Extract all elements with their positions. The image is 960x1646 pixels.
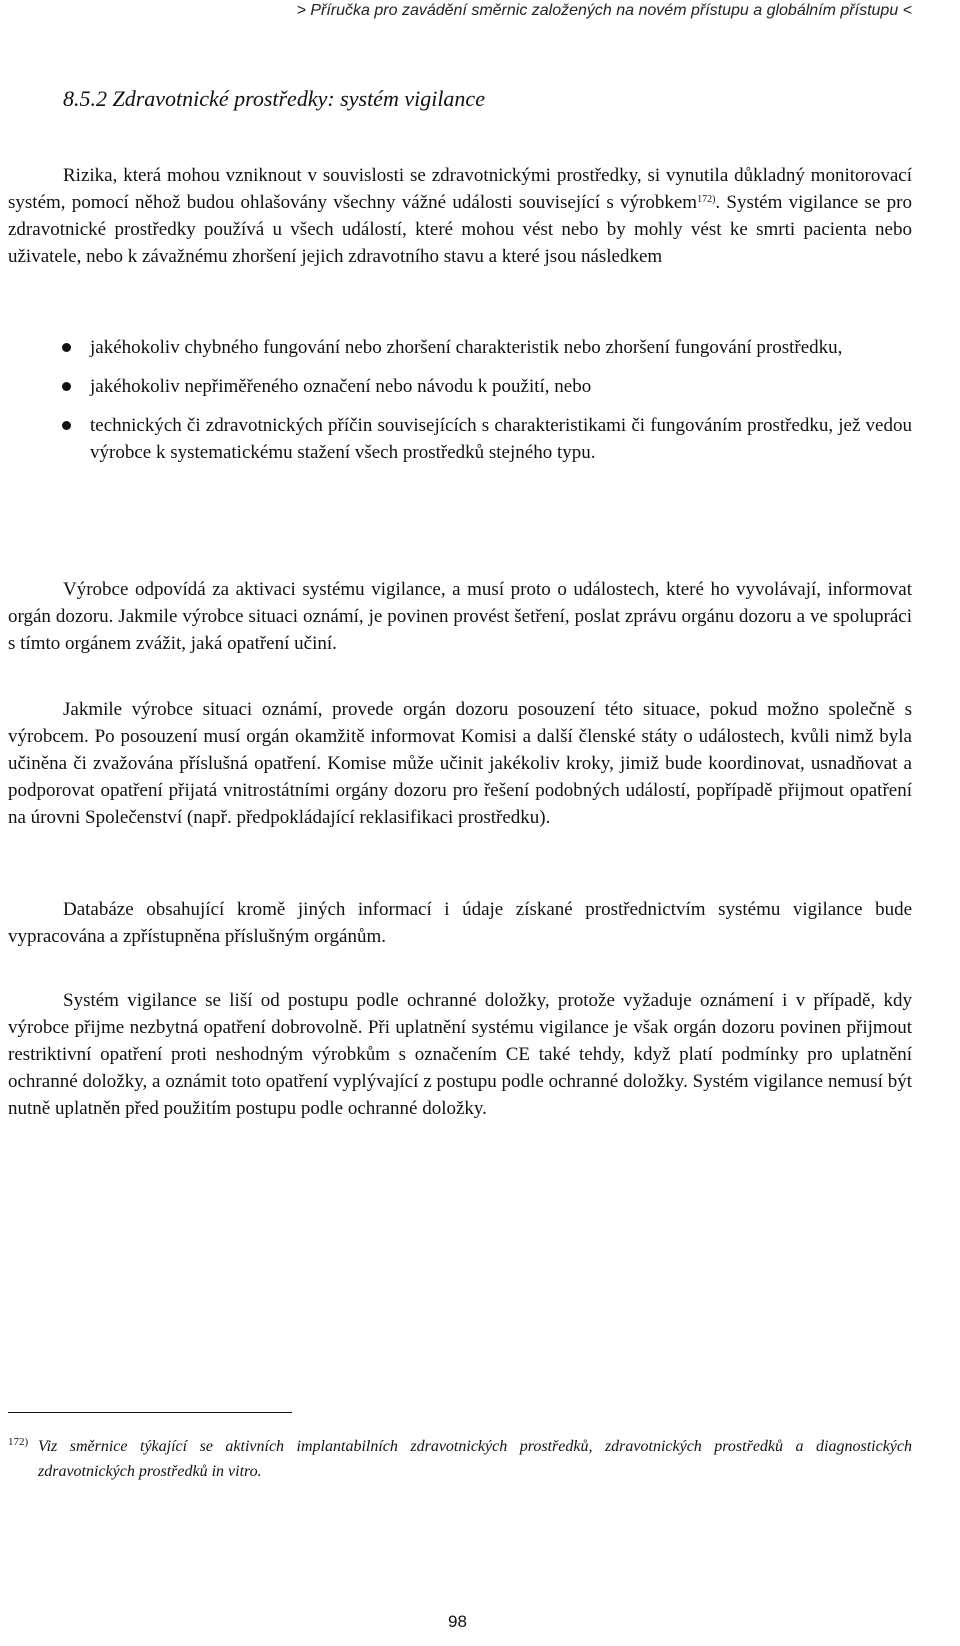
bullet-list xyxy=(8,334,912,478)
paragraph-intro-text: Rizika, která mohou vzniknout v souvislosti se zdravotnickými prostředky, si vynutila důkladný monitorovací systém, pomocí něhož budou ohlašovány všechny vážné události související s výrobkem xyxy=(8,165,912,213)
bullet-icon xyxy=(62,343,71,352)
footnote-reference: 172) xyxy=(697,194,716,205)
footnote xyxy=(8,1434,912,1484)
paragraph-manufacturer-duty: Výrobce odpovídá za aktivaci systému vigilance, a musí proto o událostech, které ho vyvolávají, informovat orgán dozoru. Jakmile výrobce situaci oznámí, je povinen provést šetření, poslat zprávu orgánu dozoru a ve spolupráci s tímto orgánem zvážit, jaká opatření učiní. xyxy=(8,579,912,654)
bullet-icon xyxy=(62,421,71,430)
footnote-mark: 172) xyxy=(8,1436,29,1448)
footnote-divider xyxy=(8,1412,292,1413)
footnote-text: Viz směrnice týkající se aktivních implantabilních zdravotnických prostředků, zdravotnických prostředků a diagnostických zdravotnických prostředků in vitro. xyxy=(38,1438,912,1480)
bullet-item xyxy=(8,373,912,400)
paragraph-safeguard-difference: Systém vigilance se liší od postupu podle ochranné doložky, protože vyžaduje oznámení i v případě, kdy výrobce přijme nezbytná opatření dobrovolně. Při uplatnění systému vigilance je však orgán dozoru povinen přijmout restriktivní opatření proti neshodným výrobkům s označením CE také tehdy, když platí podmínky pro uplatnění ochranné doložky, a oznámit toto opatření vyplývající z postupu podle ochranné doložky. Systém vigilance nemusí být nutně uplatněn před použitím postupu podle ochranné doložky. xyxy=(8,990,912,1119)
bullet-text: technických či zdravotnických příčin souvisejících s charakteristikami či fungováním prostředku, jež vedou výrobce k systematickému stažení všech prostředků stejného typu. xyxy=(90,415,912,463)
bullet-item xyxy=(8,412,912,466)
bullet-text: jakéhokoliv nepřiměřeného označení nebo návodu k použití, nebo xyxy=(90,376,592,397)
running-header: > Příručka pro zavádění směrnic založených na novém přístupu a globálním přístupu < xyxy=(296,2,912,19)
bullet-icon xyxy=(62,382,71,391)
paragraph-intro-text-cont: . Systém vigilance se pro zdravotnické prostředky používá u všech událostí, které mohou vést nebo by mohly vést ke smrti pacienta nebo uživatele, nebo k závažnému zhoršení jejich zdravotního stavu a které jsou následkem xyxy=(8,192,912,267)
paragraph-authority-assessment: Jakmile výrobce situaci oznámí, provede orgán dozoru posouzení této situace, pokud možno společně s výrobcem. Po posouzení musí orgán okamžitě informovat Komisi a další členské státy o událostech, kvůli nimž byla učiněna či zvažována příslušná opatření. Komise může učinit jakékoliv kroky, jimiž bude koordinovat, usnadňovat a podporovat opatření přijatá vnitrostátními orgány dozoru pro řešení podobných událostí, popřípadě přijmout opatření na úrovni Společenství (např. předpokládající reklasifikaci prostředku). xyxy=(8,699,912,828)
bullet-text: jakéhokoliv chybného fungování nebo zhoršení charakteristik nebo zhoršení fungování prostředku, xyxy=(90,337,843,358)
page-number: 98 xyxy=(448,1612,467,1631)
paragraph-intro xyxy=(8,162,912,270)
section-heading: 8.5.2 Zdravotnické prostředky: systém vigilance xyxy=(63,86,485,111)
paragraph-database: Databáze obsahující kromě jiných informací i údaje získané prostřednictvím systému vigilance bude vypracována a zpřístupněna příslušným orgánům. xyxy=(8,899,912,947)
bullet-item xyxy=(8,334,912,361)
